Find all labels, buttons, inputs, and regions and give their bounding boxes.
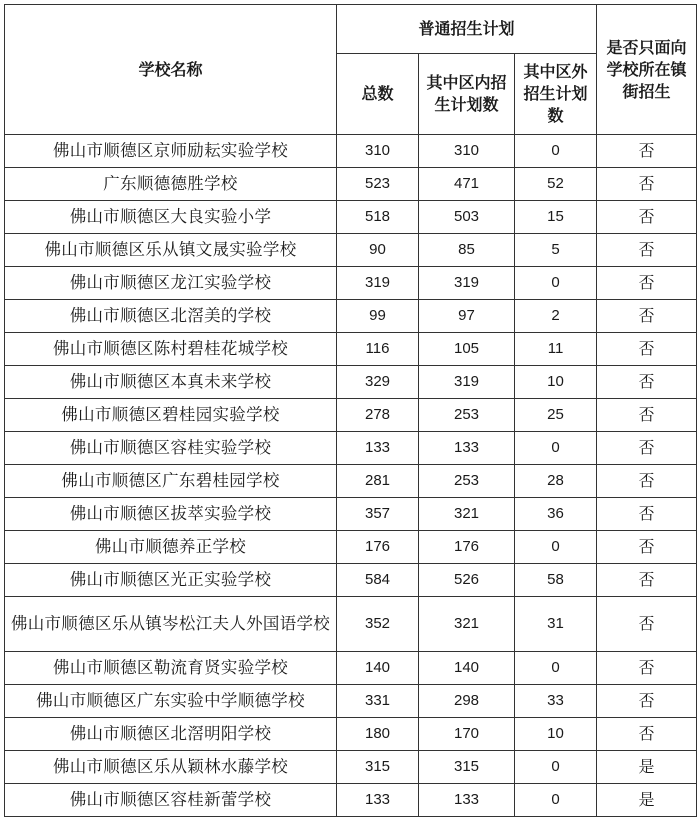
- in-district-cell: 321: [419, 597, 515, 652]
- total-cell: 319: [337, 267, 419, 300]
- local-only-cell: 否: [597, 564, 697, 597]
- total-cell: 116: [337, 333, 419, 366]
- table-row: [5, 234, 697, 267]
- table-header: [5, 5, 697, 135]
- in-district-cell: 170: [419, 718, 515, 751]
- total-cell: 133: [337, 784, 419, 817]
- in-district-cell: 253: [419, 399, 515, 432]
- local-only-cell: 否: [597, 465, 697, 498]
- school-name-cell: 佛山市顺德区勒流育贤实验学校: [5, 652, 337, 685]
- header-in-district: 其中区内招生计划数: [419, 54, 515, 135]
- local-only-cell: 否: [597, 201, 697, 234]
- out-district-cell: 28: [515, 465, 597, 498]
- table-row: [5, 333, 697, 366]
- school-name-cell: 佛山市顺德区龙江实验学校: [5, 267, 337, 300]
- out-district-cell: 0: [515, 751, 597, 784]
- header-out-district: 其中区外招生计划数: [515, 54, 597, 135]
- school-name-cell: 佛山市顺德区广东实验中学顺德学校: [5, 685, 337, 718]
- local-only-cell: 否: [597, 399, 697, 432]
- header-total: 总数: [337, 54, 419, 135]
- out-district-cell: 11: [515, 333, 597, 366]
- out-district-cell: 0: [515, 784, 597, 817]
- local-only-cell: 是: [597, 751, 697, 784]
- local-only-cell: 否: [597, 168, 697, 201]
- table-row: [5, 564, 697, 597]
- header-local-only: 是否只面向学校所在镇街招生: [597, 5, 697, 135]
- school-name-cell: 佛山市顺德区碧桂园实验学校: [5, 399, 337, 432]
- table-row: [5, 652, 697, 685]
- total-cell: 331: [337, 685, 419, 718]
- table-row: [5, 685, 697, 718]
- out-district-cell: 15: [515, 201, 597, 234]
- table-row: [5, 168, 697, 201]
- local-only-cell: 否: [597, 267, 697, 300]
- total-cell: 352: [337, 597, 419, 652]
- total-cell: 176: [337, 531, 419, 564]
- school-name-cell: 佛山市顺德区乐从颖林水藤学校: [5, 751, 337, 784]
- out-district-cell: 0: [515, 432, 597, 465]
- total-cell: 180: [337, 718, 419, 751]
- table-row: [5, 399, 697, 432]
- table-body: [5, 135, 697, 817]
- out-district-cell: 10: [515, 718, 597, 751]
- total-cell: 357: [337, 498, 419, 531]
- school-name-cell: 佛山市顺德区光正实验学校: [5, 564, 337, 597]
- table-row: [5, 366, 697, 399]
- in-district-cell: 85: [419, 234, 515, 267]
- total-cell: 281: [337, 465, 419, 498]
- header-row-top: [5, 5, 697, 54]
- table-row: [5, 135, 697, 168]
- table-row: [5, 498, 697, 531]
- local-only-cell: 否: [597, 333, 697, 366]
- local-only-cell: 否: [597, 300, 697, 333]
- total-cell: 518: [337, 201, 419, 234]
- in-district-cell: 133: [419, 432, 515, 465]
- out-district-cell: 25: [515, 399, 597, 432]
- total-cell: 523: [337, 168, 419, 201]
- local-only-cell: 否: [597, 498, 697, 531]
- in-district-cell: 97: [419, 300, 515, 333]
- total-cell: 140: [337, 652, 419, 685]
- local-only-cell: 否: [597, 531, 697, 564]
- total-cell: 278: [337, 399, 419, 432]
- school-name-cell: 佛山市顺德区乐从镇文晟实验学校: [5, 234, 337, 267]
- school-name-cell: 佛山市顺德区北滘美的学校: [5, 300, 337, 333]
- in-district-cell: 503: [419, 201, 515, 234]
- local-only-cell: 否: [597, 432, 697, 465]
- total-cell: 584: [337, 564, 419, 597]
- local-only-cell: 否: [597, 652, 697, 685]
- school-name-cell: 广东顺德德胜学校: [5, 168, 337, 201]
- school-name-cell: 佛山市顺德区北滘明阳学校: [5, 718, 337, 751]
- local-only-cell: 是: [597, 784, 697, 817]
- in-district-cell: 298: [419, 685, 515, 718]
- out-district-cell: 0: [515, 531, 597, 564]
- table-row: [5, 201, 697, 234]
- table-row: [5, 300, 697, 333]
- in-district-cell: 319: [419, 267, 515, 300]
- table-row: [5, 531, 697, 564]
- in-district-cell: 321: [419, 498, 515, 531]
- local-only-cell: 否: [597, 597, 697, 652]
- school-name-cell: 佛山市顺德区本真未来学校: [5, 366, 337, 399]
- table-row: [5, 465, 697, 498]
- table-row: [5, 597, 697, 652]
- header-school-name: 学校名称: [5, 5, 337, 135]
- header-plan-group: 普通招生计划: [337, 5, 597, 54]
- school-name-cell: 佛山市顺德区乐从镇岑松江夫人外国语学校: [5, 597, 337, 652]
- out-district-cell: 0: [515, 652, 597, 685]
- in-district-cell: 253: [419, 465, 515, 498]
- out-district-cell: 5: [515, 234, 597, 267]
- in-district-cell: 471: [419, 168, 515, 201]
- local-only-cell: 否: [597, 135, 697, 168]
- out-district-cell: 2: [515, 300, 597, 333]
- table-row: [5, 267, 697, 300]
- in-district-cell: 176: [419, 531, 515, 564]
- table-row: [5, 432, 697, 465]
- out-district-cell: 58: [515, 564, 597, 597]
- school-name-cell: 佛山市顺德区容桂新蕾学校: [5, 784, 337, 817]
- in-district-cell: 133: [419, 784, 515, 817]
- total-cell: 90: [337, 234, 419, 267]
- local-only-cell: 否: [597, 718, 697, 751]
- in-district-cell: 319: [419, 366, 515, 399]
- out-district-cell: 0: [515, 135, 597, 168]
- out-district-cell: 52: [515, 168, 597, 201]
- school-name-cell: 佛山市顺德养正学校: [5, 531, 337, 564]
- out-district-cell: 31: [515, 597, 597, 652]
- local-only-cell: 否: [597, 685, 697, 718]
- out-district-cell: 0: [515, 267, 597, 300]
- in-district-cell: 526: [419, 564, 515, 597]
- out-district-cell: 10: [515, 366, 597, 399]
- out-district-cell: 36: [515, 498, 597, 531]
- school-name-cell: 佛山市顺德区容桂实验学校: [5, 432, 337, 465]
- local-only-cell: 否: [597, 366, 697, 399]
- table-row: [5, 718, 697, 751]
- school-name-cell: 佛山市顺德区大良实验小学: [5, 201, 337, 234]
- school-name-cell: 佛山市顺德区陈村碧桂花城学校: [5, 333, 337, 366]
- table-row: [5, 784, 697, 817]
- total-cell: 310: [337, 135, 419, 168]
- total-cell: 133: [337, 432, 419, 465]
- enrollment-plan-table: [4, 4, 697, 817]
- in-district-cell: 105: [419, 333, 515, 366]
- total-cell: 315: [337, 751, 419, 784]
- in-district-cell: 315: [419, 751, 515, 784]
- in-district-cell: 140: [419, 652, 515, 685]
- table-row: [5, 751, 697, 784]
- total-cell: 329: [337, 366, 419, 399]
- total-cell: 99: [337, 300, 419, 333]
- in-district-cell: 310: [419, 135, 515, 168]
- school-name-cell: 佛山市顺德区京师励耘实验学校: [5, 135, 337, 168]
- school-name-cell: 佛山市顺德区广东碧桂园学校: [5, 465, 337, 498]
- local-only-cell: 否: [597, 234, 697, 267]
- school-name-cell: 佛山市顺德区拔萃实验学校: [5, 498, 337, 531]
- out-district-cell: 33: [515, 685, 597, 718]
